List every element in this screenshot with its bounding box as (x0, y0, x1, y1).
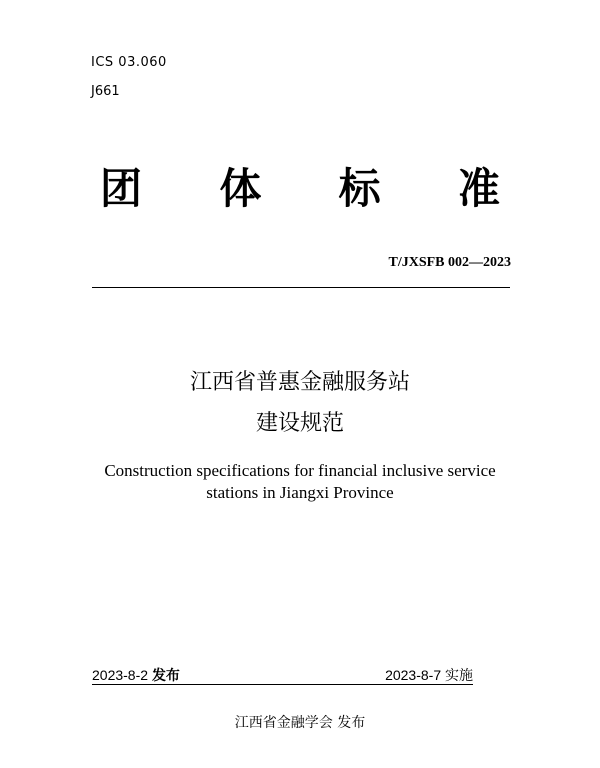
implementation-date-value: 2023-8-7 (385, 667, 442, 683)
standard-number: T/JXSFB 002—2023 (388, 255, 511, 270)
implementation-date-label: 实施 (445, 667, 473, 683)
bottom-divider (92, 684, 473, 685)
ics-code: ICS 03.060 (91, 55, 167, 70)
issue-date-label: 发布 (151, 667, 180, 683)
top-divider (92, 287, 510, 288)
standard-type-char: 准 (457, 164, 500, 213)
english-title-line-1: Construction specifications for financial inclusive service (104, 461, 496, 480)
issue-date (92, 665, 180, 685)
standard-type-char: 团 (100, 164, 143, 213)
publisher: 江西省金融学会 发布 (234, 715, 366, 731)
chinese-title-line-2: 建设规范 (255, 411, 344, 436)
standard-type-char: 标 (338, 164, 381, 213)
english-title-line-2: stations in Jiangxi Province (206, 483, 394, 502)
chinese-title-line-1: 江西省普惠金融服务站 (189, 370, 410, 395)
ccs-code: J661 (91, 84, 120, 99)
implementation-date (385, 665, 473, 685)
english-title (60, 460, 540, 504)
standard-type-char: 体 (219, 164, 262, 213)
issue-date-value: 2023-8-2 (92, 667, 149, 683)
standard-type-title (100, 164, 500, 213)
